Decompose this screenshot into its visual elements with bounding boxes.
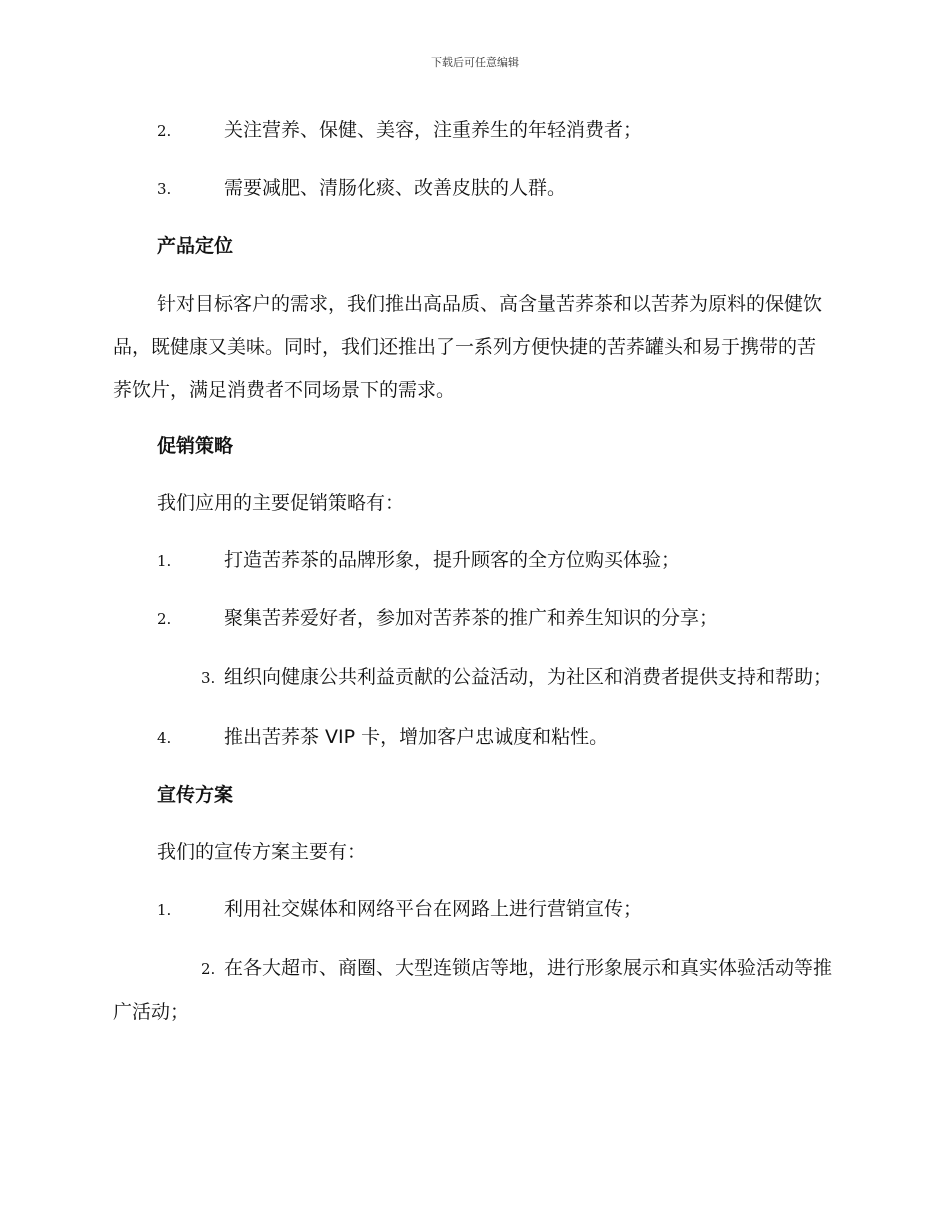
- list-text: 组织向健康公共利益贡献的公益活动，为社区和消费者提供支持和帮助；: [224, 666, 833, 688]
- list-number: 2.: [201, 960, 216, 978]
- promotion-intro: 我们应用的主要促销策略有：: [157, 492, 405, 514]
- publicity-intro: 我们的宣传方案主要有：: [157, 841, 367, 863]
- list-text: 在各大超市、商圈、大型连锁店等地，进行形象展示和真实体验活动等推广活动；: [113, 957, 833, 1023]
- section-heading-promotion: 促销策略: [157, 435, 234, 457]
- list-number: 2.: [157, 122, 172, 140]
- list-number: 4.: [157, 729, 172, 747]
- list-item: [113, 656, 833, 700]
- positioning-paragraph: 针对目标客户的需求，我们推出高品质、高含量苦荞茶和以苦荞为原料的保健饮品，既健康又美味。同时，我们还推出了一系列方便快捷的苦荞罐头和易于携带的苦荞饮片，满足消费者不同场景下的需求。: [113, 293, 823, 401]
- list-item: [113, 110, 833, 151]
- list-number: 1.: [157, 552, 172, 570]
- list-item: [113, 540, 833, 581]
- list-item: [113, 717, 833, 758]
- header-note: 下载后可任意编辑: [431, 56, 519, 69]
- list-text: 打造苦荞茶的品牌形象，提升顾客的全方位购买体验；: [224, 549, 681, 571]
- list-item: [113, 947, 833, 1034]
- document-body: [113, 110, 833, 1051]
- section-heading-positioning: 产品定位: [157, 235, 234, 257]
- list-text: 需要减肥、清肠化痰、改善皮肤的人群。: [224, 177, 567, 199]
- list-text: 推出苦荞茶 VIP 卡，增加客户忠诚度和粘性。: [224, 726, 609, 748]
- list-number: 2.: [157, 610, 172, 628]
- list-text: 利用社交媒体和网络平台在网路上进行营销宣传；: [224, 898, 643, 920]
- list-item: [113, 889, 833, 930]
- list-item: [113, 598, 833, 639]
- list-number: 3.: [201, 669, 216, 687]
- list-number: 1.: [157, 901, 172, 919]
- list-text: 关注营养、保健、美容，注重养生的年轻消费者；: [224, 119, 643, 141]
- list-text: 聚集苦荞爱好者，参加对苦荞茶的推广和养生知识的分享；: [224, 607, 719, 629]
- list-item: [113, 168, 833, 209]
- list-number: 3.: [157, 180, 172, 198]
- section-heading-publicity: 宣传方案: [157, 784, 234, 806]
